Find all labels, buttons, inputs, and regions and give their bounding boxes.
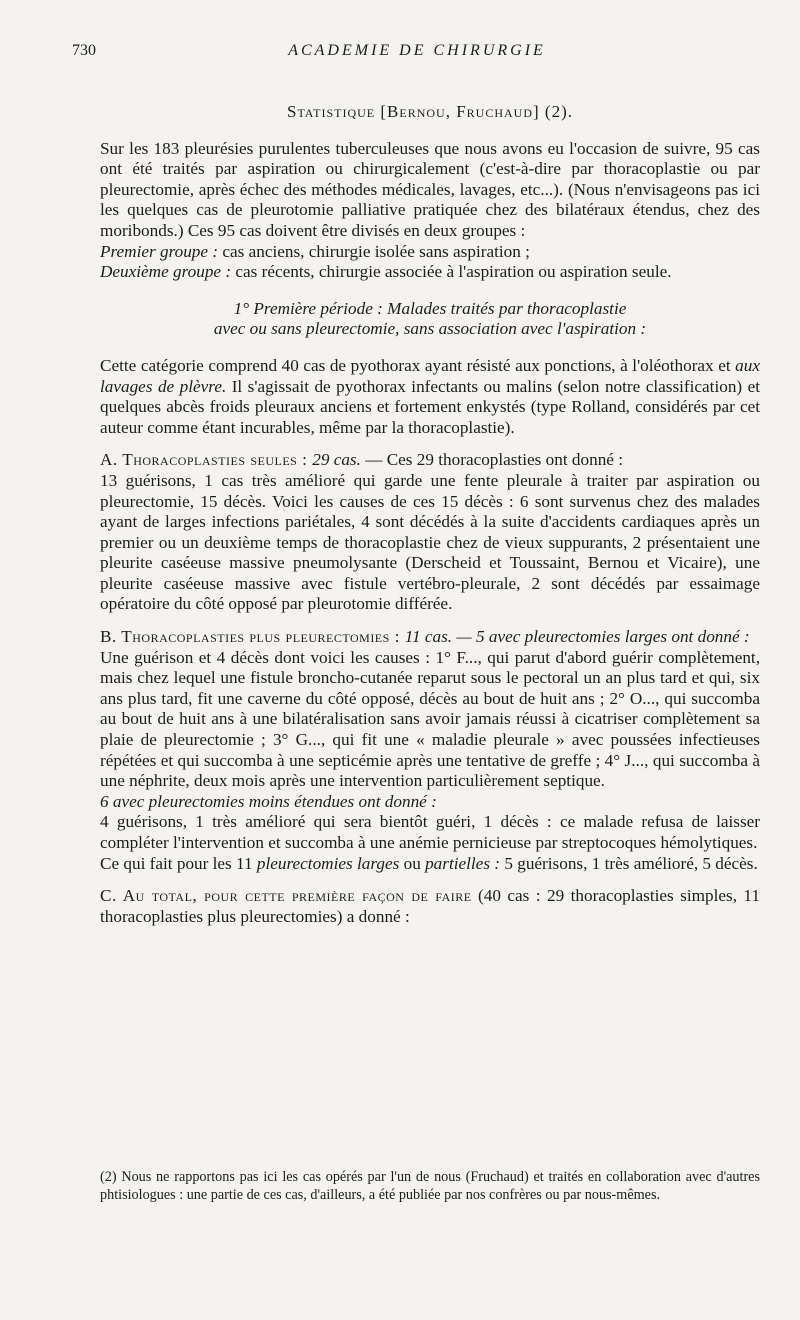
section-a-heading: A. Thoracoplasties seules : 29 cas. — Ces 29 thoracoplasties ont donné : — [100, 450, 623, 470]
section-title: Statistique [Bernou, Fruchaud] (2). — [286, 102, 573, 121]
footnote-text: (2) Nous ne rapportons pas ici les cas opérés par l'un de nous (Fruchaud) et traités en collaboration avec d'autres phtisiologues : une partie de ces cas, d'ailleurs, a été publiée par nos confrères ou par nous-mêmes. — [100, 1169, 760, 1203]
category-paragraph: Cette catégorie comprend 40 cas de pyothorax ayant résisté aux ponctions, à l'oléothorax et aux lavages de plèvre. Il s'agissait de pyothorax infectants ou malins (selon notre classification) et quelques abcès froids pleuraux anciens et fortement enkystés (type Rolland, considérés par cet auteur comme étant incurables, même par la thoracoplastie). — [100, 355, 760, 437]
body-text — [100, 102, 760, 927]
intro-paragraph: Sur les 183 pleurésies purulentes tuberculeuses que nous avons eu l'occasion de suivre, 95 cas ont été traités par aspiration ou chirurgicalement (c'est-à-dire par thoracoplastie ou par pleurectomie, après échec des méthodes médicales, lavages, etc...). (Nous n'envisageons pas ici les quelques cas de pleurotomie palliative pratiquée chez des bilatéraux étendus, chez des moribonds.) Ces 95 cas doivent être divisés en deux groupes : — [100, 138, 760, 240]
section-a-text: 13 guérisons, 1 cas très amélioré qui garde une fente pleurale à traiter par aspiration ou pleurectomie, 15 décès. Voici les causes de ces 15 décès : 6 sont survenus chez des malades ayant de larges infections pariétales, 4 sont décédés à la suite d'accidents cardiaques après un premier ou un deuxième temps de thoracoplastie chez de vieux suppurants, 2 présentaient une pleurite caséeuse massive pneumolysante (Derscheid et Toussaint, Bernou et Vicaire), une pleurite caséeuse massive avec fistule vertébro-pleurale, 2 sont décédés par essaimage opératoire du côté opposé par pleurotomie différée. — [100, 470, 760, 614]
group-two-line: Deuxième groupe : cas récents, chirurgie associée à l'aspiration ou aspiration seule. — [100, 262, 672, 282]
section-b-text: Une guérison et 4 décès dont voici les causes : 1° F..., qui parut d'abord guérir complètement, mais chez lequel une fistule broncho-cutanée reparut sous le pectoral un an plus tard et qui, six ans plus tard, fit une caverne du côté opposé, décès au bout de huit ans ; 2° O..., qui succomba au bout de huit ans à une bilatéralisation sans avoir jamais réussi à cicatriser complètement sa plaie de pleurectomie ; 3° G..., qui fit une « maladie pleurale » avec poussées infectieuses répétées et qui succomba à une septicémie après une tentative de greffe ; 4° J..., qui succomba à une néphrite, deux mois après une intervention particulièrement septique. — [100, 647, 760, 791]
section-b-heading: B. Thoracoplasties plus pleurectomies : 11 cas. — 5 avec pleurectomies larges ont donné : — [100, 627, 750, 647]
page-number: 730 — [72, 42, 96, 59]
section-b2-text: 4 guérisons, 1 très amélioré qui sera bientôt guéri, 1 décès : ce malade refusa de laisser compléter l'intervention et succomba à une anémie pernicieuse par streptocoques hémolytiques. — [100, 812, 760, 852]
period-heading-line-2: avec ou sans pleurectomie, sans association avec l'aspiration : — [213, 319, 647, 339]
section-b3-text: Ce qui fait pour les 11 pleurectomies larges ou partielles : 5 guérisons, 1 très amélioré, 5 décès. — [100, 853, 758, 873]
period-heading-line-1: 1° Première période : Malades traités par thoracoplastie — [233, 298, 627, 318]
section-b2-heading: 6 avec pleurectomies moins étendues ont donné : — [100, 791, 437, 811]
section-c-text: C. Au total, pour cette première façon de faire (40 cas : 29 thoracoplasties simples, 11 thoracoplasties plus pleurectomies) a donné : — [100, 886, 760, 926]
footnote — [100, 1168, 760, 1204]
running-title: ACADEMIE DE CHIRURGIE — [288, 42, 546, 59]
page-header — [72, 42, 762, 66]
group-one-line: Premier groupe : cas anciens, chirurgie isolée sans aspiration ; — [100, 241, 530, 261]
